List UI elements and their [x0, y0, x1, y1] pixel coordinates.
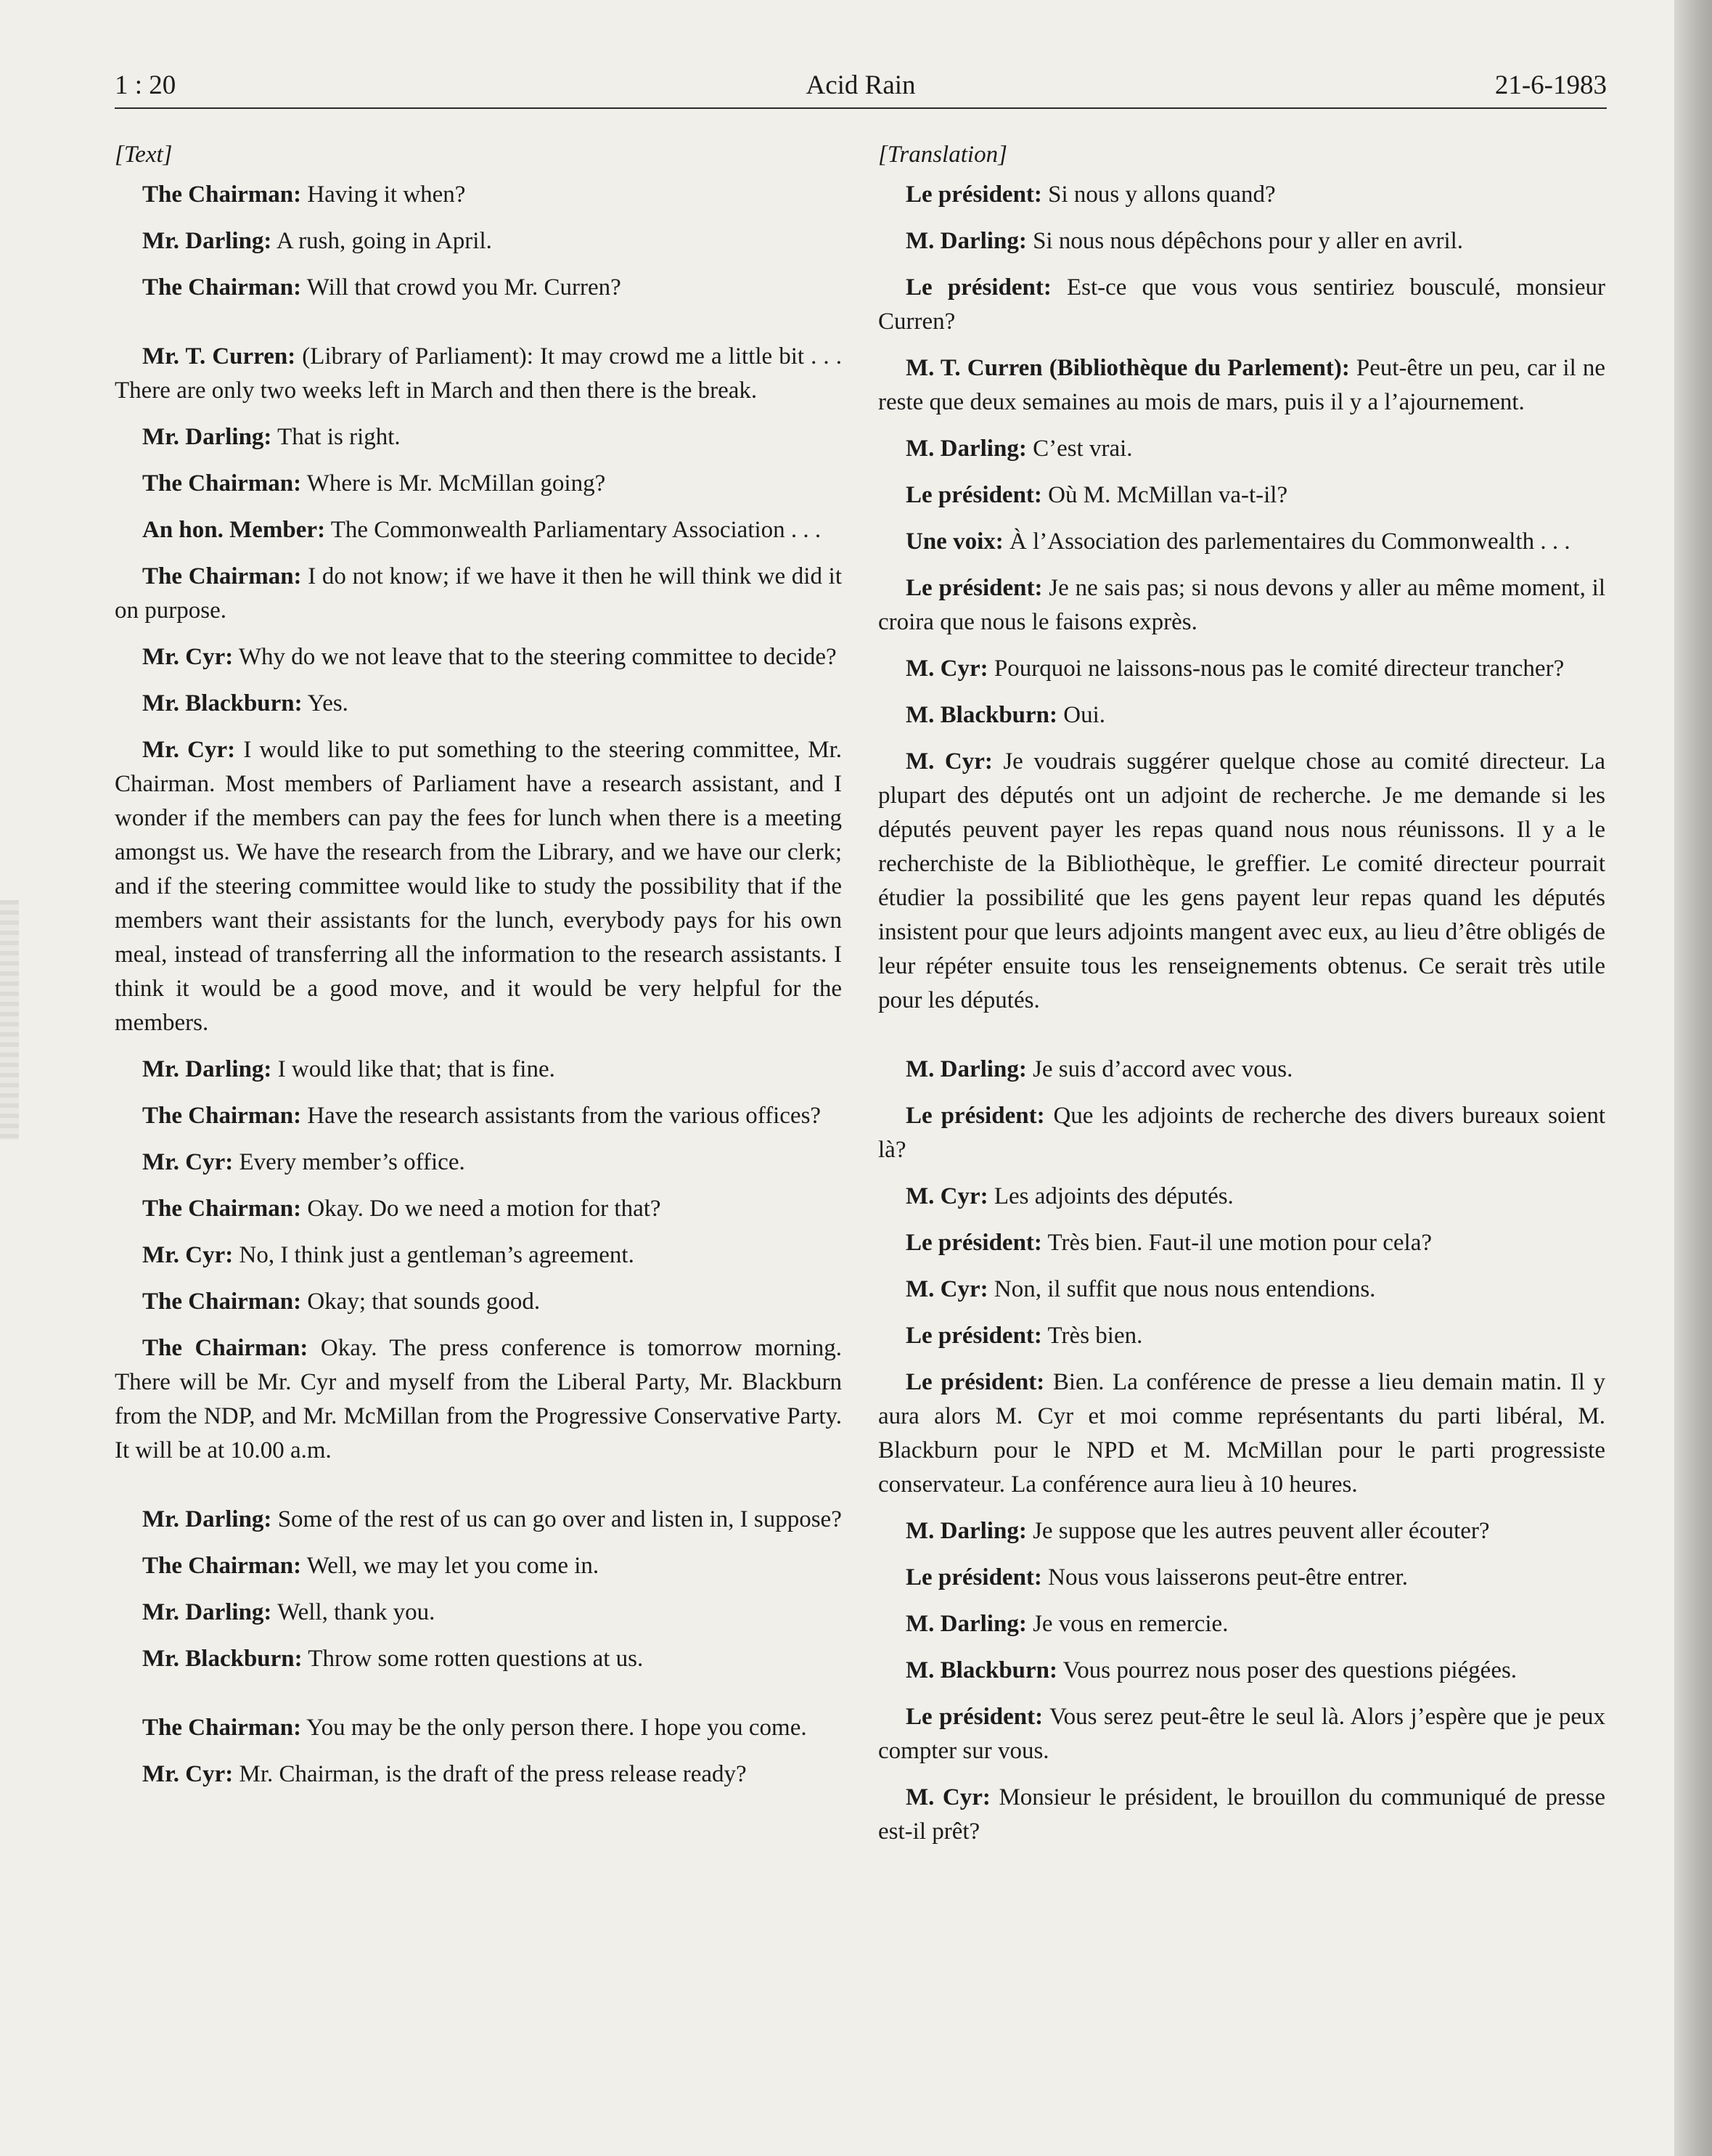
speaker-name: The Chairman:	[142, 563, 302, 589]
speaker-name: Le président:	[906, 274, 1052, 301]
transcript-paragraph	[115, 1053, 842, 1087]
speaker-name: M. Darling:	[906, 1056, 1027, 1082]
speech-text: Je suis d’accord avec vous.	[1026, 1056, 1293, 1082]
speaker-name: Mr. Darling:	[142, 228, 272, 254]
transcript-paragraph	[115, 178, 842, 212]
running-title: Acid Rain	[806, 70, 916, 100]
speaker-name: The Chairman:	[142, 470, 302, 497]
speech-text: Très bien. Faut-il une motion pour cela?	[1041, 1230, 1432, 1256]
speech-text: Have the research assistants from the various offices?	[301, 1103, 822, 1129]
speech-text: Que les adjoints de recherche des divers bureaux soient là?	[878, 1103, 1605, 1163]
transcript-paragraph	[878, 1561, 1605, 1595]
speech-text: I would like to put something to the steering committee, Mr. Chairman. Most members of Parliament have a research assistant, and I wonder if the members can pay the fees for lunch when there is a meeting amongst us. We have the research from the Library, and we have our clerk; and if the steering committee would like to study the possibility that if the members want their assistants for the lunch, everybody pays for his own meal, instead of transferring all the information to the research assistants. I think it would be a good move, and it would be very helpful for the members.	[115, 737, 843, 1036]
transcript-paragraph	[115, 1503, 842, 1537]
transcript-paragraph	[878, 571, 1605, 640]
speech-text: Je suppose que les autres peuvent aller écouter?	[1026, 1518, 1490, 1544]
speech-text: Throw some rotten questions at us.	[302, 1646, 644, 1672]
transcript-paragraph	[878, 1319, 1605, 1353]
speaker-name: Mr. Cyr:	[142, 1149, 234, 1175]
speaker-name: Une voix:	[906, 528, 1004, 555]
transcript-paragraph	[115, 340, 842, 408]
speaker-name: M. Darling:	[906, 228, 1027, 254]
english-column	[115, 138, 842, 1804]
speech-text: Okay. The press conference is tomorrow morning. There will be Mr. Cyr and myself from the Liberal Party, Mr. Blackburn from the NDP, and Mr. McMillan from the Progressive Conservative Party. It will be at 10.00 a.m.	[115, 1335, 843, 1463]
speech-text: Je voudrais suggérer quelque chose au comité directeur. La plupart des députés ont un adjoint de recherche. Je me demande si les députés peuvent payer les repas quand nous nous réunissons. Il y a le recherchiste de la Bibliothèque, le greffier. Le comité directeur pourrait étudier la possibilité que les gens payent leur repas quand les députés insistent pour que leurs adjoints mangent avec eux, au lieu d’être obligés de leur répéter ensuite tous les renseignements obtenus. Ce serait très utile pour les députés.	[878, 748, 1605, 1013]
speaker-name: The Chairman:	[142, 274, 302, 301]
transcript-paragraph	[115, 1192, 842, 1226]
speech-text: You may be the only person there. I hope you come.	[301, 1715, 807, 1741]
transcript-paragraph	[115, 1642, 842, 1676]
speech-text: No, I think just a gentleman’s agreement.	[233, 1242, 634, 1268]
speech-text: Why do we not leave that to the steering committee to decide?	[233, 644, 837, 670]
speech-text: Nous vous laisserons peut-être entrer.	[1041, 1564, 1408, 1591]
speech-text: C’est vrai.	[1026, 436, 1133, 462]
speech-text: À l’Association des parlementaires du Commonwealth . . .	[1003, 528, 1570, 555]
speech-text: Vous pourrez nous poser des questions piégées.	[1057, 1657, 1518, 1683]
transcript-paragraph	[115, 640, 842, 674]
speaker-name: M. Darling:	[906, 1518, 1027, 1544]
speech-text: I do not know; if we have it then he will think we did it on purpose.	[115, 563, 843, 624]
speech-text: Peut-être un peu, car il ne reste que deux semaines au mois de mars, puis il y a l’ajournement.	[878, 355, 1605, 415]
speaker-name: The Chairman:	[142, 181, 302, 208]
speaker-name: M. Cyr:	[906, 748, 993, 775]
speaker-name: The Chairman:	[142, 1196, 302, 1222]
transcript-paragraph	[878, 1365, 1605, 1502]
speech-text: Vous serez peut-être le seul là. Alors j’espère que je peux compter sur vous.	[878, 1704, 1605, 1764]
speaker-name: Le président:	[906, 181, 1042, 208]
transcript-paragraph	[878, 351, 1605, 420]
speech-text: Every member’s office.	[233, 1149, 465, 1175]
speech-text: I would like that; that is fine.	[271, 1056, 555, 1082]
speaker-name: An hon. Member:	[142, 517, 326, 543]
transcript-paragraph	[878, 178, 1605, 212]
speaker-name: Le président:	[906, 1704, 1044, 1730]
speech-text: Les adjoints des députés.	[988, 1183, 1234, 1209]
transcript-paragraph	[878, 1700, 1605, 1768]
transcript-paragraph	[115, 1596, 842, 1630]
transcript-paragraph	[878, 478, 1605, 513]
french-column	[878, 138, 1605, 1861]
speaker-name: The Chairman:	[142, 1715, 302, 1741]
transcript-paragraph	[115, 1146, 842, 1180]
transcript-paragraph	[878, 1226, 1605, 1260]
speech-text: Pourquoi ne laissons-nous pas le comité directeur trancher?	[988, 656, 1565, 682]
transcript-paragraph	[878, 432, 1605, 466]
page-edge-shadow	[1674, 0, 1712, 2156]
speaker-name: Mr. T. Curren:	[142, 343, 296, 369]
transcript-paragraph	[878, 1053, 1605, 1087]
transcript-paragraph	[878, 1180, 1605, 1214]
page-header	[115, 70, 1607, 110]
header-date: 21-6-1983	[1494, 70, 1607, 100]
speech-text: Will that crowd you Mr. Curren?	[301, 274, 621, 301]
speaker-name: Le président:	[906, 482, 1042, 508]
transcript-paragraph	[115, 1285, 842, 1319]
speaker-name: M. Cyr:	[906, 1276, 988, 1302]
transcript-paragraph	[115, 420, 842, 454]
speech-text: Si nous nous dépêchons pour y aller en avril.	[1026, 228, 1464, 254]
transcript-paragraph	[878, 1654, 1605, 1688]
page-number: 1 : 20	[115, 70, 176, 100]
speaker-name: Le président:	[906, 575, 1043, 601]
speech-text: Je vous en remercie.	[1026, 1611, 1229, 1637]
column-label: [Translation]	[878, 142, 1007, 168]
transcript-paragraph	[115, 1757, 842, 1792]
speaker-name: M. T. Curren (Bibliothèque du Parlement):	[906, 355, 1350, 381]
speaker-name: M. Blackburn:	[906, 1657, 1058, 1683]
transcript-paragraph	[115, 1331, 842, 1468]
header-rule	[115, 107, 1607, 109]
transcript-paragraph	[878, 271, 1605, 339]
speech-text: A rush, going in April.	[271, 228, 492, 254]
speech-text: Si nous y allons quand?	[1041, 181, 1276, 208]
speaker-name: Mr. Cyr:	[142, 737, 236, 763]
transcript-paragraph	[115, 733, 842, 1040]
transcript-paragraph	[878, 1781, 1605, 1849]
transcript-paragraph	[115, 224, 842, 258]
speaker-name: The Chairman:	[142, 1103, 302, 1129]
speech-text: Some of the rest of us can go over and listen in, I suppose?	[271, 1506, 842, 1532]
transcript-paragraph	[878, 1607, 1605, 1641]
speaker-name: Mr. Cyr:	[142, 1242, 234, 1268]
speaker-name: The Chairman:	[142, 1335, 308, 1361]
transcript-paragraph	[878, 745, 1605, 1018]
speaker-name: Le président:	[906, 1564, 1042, 1591]
speech-text: Okay; that sounds good.	[301, 1289, 541, 1315]
speaker-name: Mr. Blackburn:	[142, 1646, 303, 1672]
speaker-name: The Chairman:	[142, 1553, 302, 1579]
transcript-paragraph	[878, 1514, 1605, 1548]
transcript-paragraph	[115, 1238, 842, 1273]
transcript-paragraph	[115, 1711, 842, 1745]
binding-marks	[0, 900, 19, 1140]
speaker-name: Le président:	[906, 1369, 1045, 1395]
transcript-paragraph	[115, 1549, 842, 1583]
transcript-paragraph	[878, 1273, 1605, 1307]
speaker-name: The Chairman:	[142, 1289, 302, 1315]
column-label: [Text]	[115, 142, 173, 168]
speaker-name: M. Blackburn:	[906, 702, 1058, 728]
transcript-paragraph	[115, 1099, 842, 1133]
transcript-paragraph	[115, 513, 842, 547]
speech-text: Non, il suffit que nous nous entendions.	[988, 1276, 1376, 1302]
speaker-name: Mr. Cyr:	[142, 1761, 234, 1787]
speaker-name: Le président:	[906, 1323, 1042, 1349]
transcript-paragraph	[115, 560, 842, 628]
speech-text: Je ne sais pas; si nous devons y aller au même moment, il croira que nous le faisons exprès.	[878, 575, 1605, 635]
speaker-name: Mr. Cyr:	[142, 644, 234, 670]
transcript-paragraph	[115, 467, 842, 501]
speech-text: Où M. McMillan va-t-il?	[1041, 482, 1288, 508]
speech-text: Yes.	[302, 690, 348, 716]
speaker-name: Le président:	[906, 1103, 1045, 1129]
speech-text: Oui.	[1057, 702, 1106, 728]
speaker-name: M. Darling:	[906, 436, 1027, 462]
speaker-name: Mr. Darling:	[142, 1506, 272, 1532]
speaker-name: Mr. Darling:	[142, 424, 272, 450]
speech-text: The Commonwealth Parliamentary Association . . .	[325, 517, 822, 543]
speaker-name: Le président:	[906, 1230, 1042, 1256]
transcript-paragraph	[115, 687, 842, 721]
speech-text: Bien. La conférence de presse a lieu demain matin. Il y aura alors M. Cyr et moi comme représentants du parti libéral, M. Blackburn pour le NPD et M. McMillan pour le parti progressiste conservateur. La conférence aura lieu à 10 heures.	[878, 1369, 1605, 1498]
speech-text: Mr. Chairman, is the draft of the press release ready?	[233, 1761, 747, 1787]
speech-text: Having it when?	[301, 181, 466, 208]
transcript-paragraph	[115, 271, 842, 305]
speaker-name: M. Cyr:	[906, 656, 988, 682]
speaker-name: M. Cyr:	[906, 1183, 988, 1209]
transcript-paragraph	[878, 525, 1605, 559]
speech-text: That is right.	[271, 424, 401, 450]
speaker-name: M. Darling:	[906, 1611, 1027, 1637]
speech-text: Well, thank you.	[271, 1599, 435, 1625]
speaker-name: Mr. Darling:	[142, 1056, 272, 1082]
transcript-paragraph	[878, 224, 1605, 258]
speech-text: Monsieur le président, le brouillon du communiqué de presse est-il prêt?	[878, 1784, 1605, 1845]
speech-text: Well, we may let you come in.	[301, 1553, 599, 1579]
transcript-paragraph	[878, 652, 1605, 686]
speech-text: (Library of Parliament): It may crowd me a little bit . . . There are only two weeks left in March and then there is the break.	[115, 343, 842, 404]
speaker-name: Mr. Darling:	[142, 1599, 272, 1625]
speech-text: Est-ce que vous vous sentiriez bousculé, monsieur Curren?	[878, 274, 1605, 335]
speech-text: Where is Mr. McMillan going?	[301, 470, 606, 497]
transcript-paragraph	[878, 1099, 1605, 1167]
speech-text: Très bien.	[1041, 1323, 1143, 1349]
transcript-paragraph	[878, 698, 1605, 732]
speech-text: Okay. Do we need a motion for that?	[301, 1196, 661, 1222]
speaker-name: Mr. Blackburn:	[142, 690, 303, 716]
speaker-name: M. Cyr:	[906, 1784, 991, 1810]
